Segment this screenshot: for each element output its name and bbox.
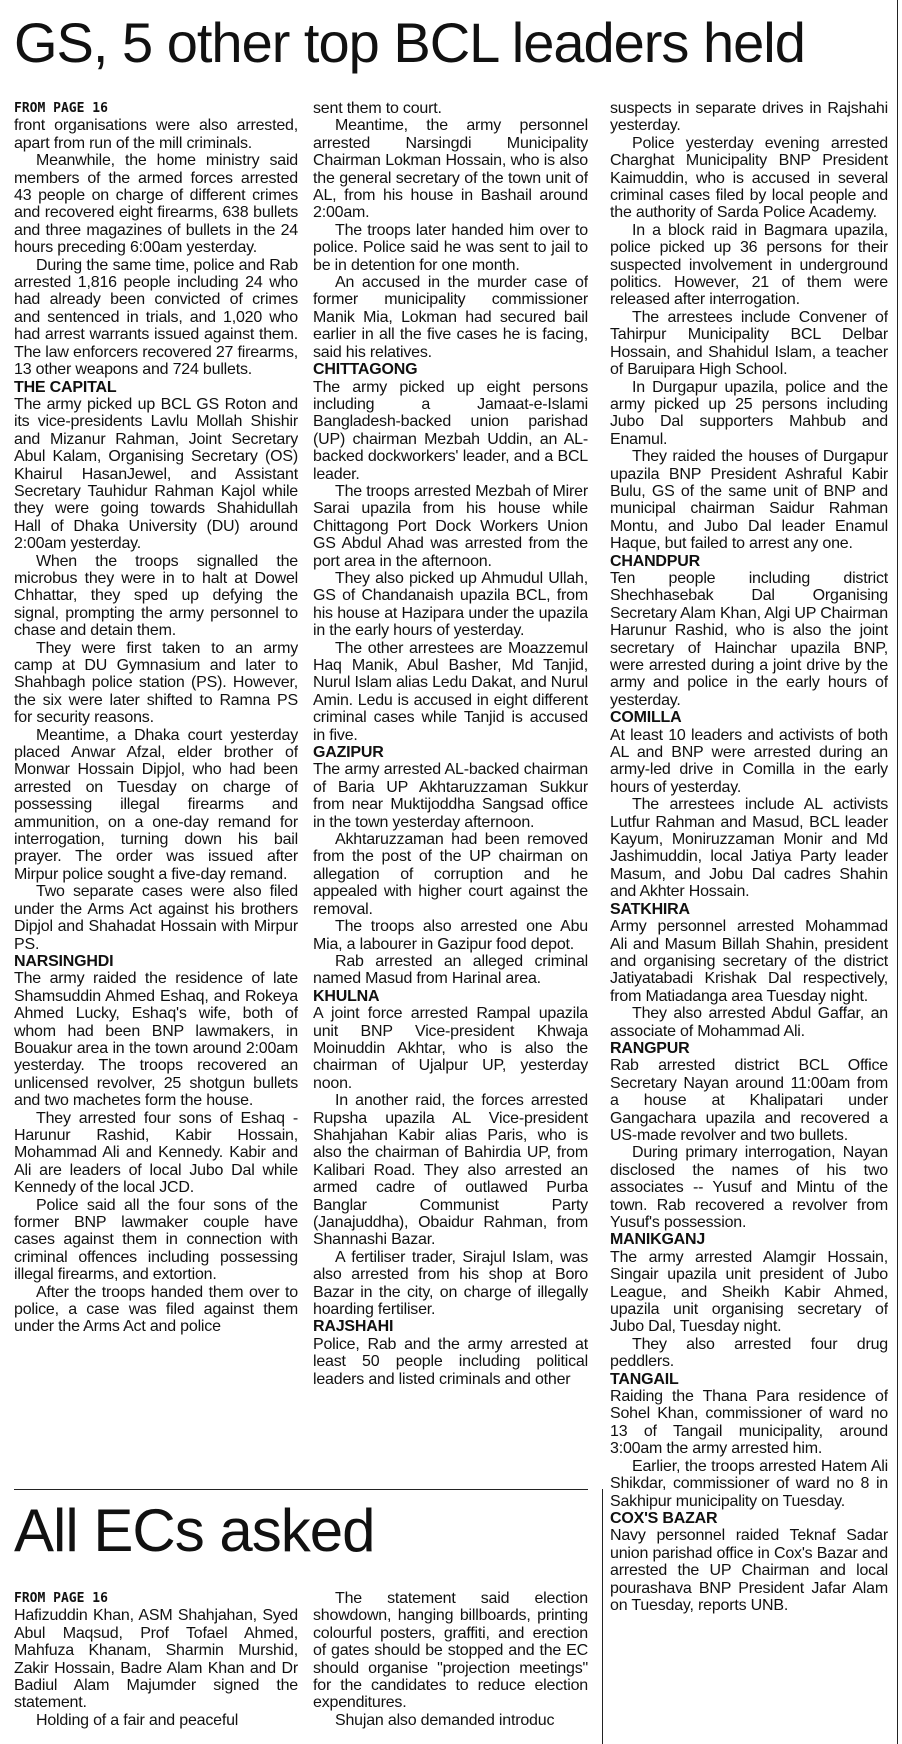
body-paragraph: Ten people including district Shechhasebak Dal Organising Secretary Alam Khan, Algi UP Chairman Harunur Rashid, who is also the joint secretary of Hainchar upazila BNP, were arrested during a joint drive by the army and police in the early hours of yesterday.	[610, 569, 888, 709]
body-paragraph: An accused in the murder case of former municipality commissioner Manik Mia, Lokman had secured bail earlier in all the five cases he is facing, said his relatives.	[313, 274, 588, 361]
body-paragraph: They arrested four sons of Eshaq - Harunur Rashid, Kabir Hossain, Mohammad Ali and Kennedy. Kabir and Ali are leaders of local Jubo Dal while Kennedy of the local JCD.	[14, 1109, 298, 1197]
body-paragraph: During the same time, police and Rab arrested 1,816 people including 24 who had already been convicted of crimes and sentenced in trials, and 1,020 who had arrest warrants issued against them. The law enforcers recovered 27 firearms, 13 other weapons and 724 bullets.	[14, 256, 298, 379]
section-heading: TANGAIL	[610, 1370, 679, 1388]
story1-column-2	[313, 100, 588, 1480]
section-heading: COX'S BAZAR	[610, 1509, 718, 1527]
body-paragraph: They also arrested Abdul Gaffar, an associate of Mohammad Ali.	[610, 1005, 888, 1040]
body-paragraph: They also arrested four drug peddlers.	[610, 1335, 888, 1371]
body-paragraph: Holding of a fair and peaceful	[36, 1711, 239, 1729]
body-paragraph: In Durgapur upazila, police and the army picked up 25 persons including Jubo Dal supporters Mahbub and Enamul.	[610, 378, 888, 448]
body-paragraph: Meanwhile, the home ministry said members of the armed forces arrested 43 people on charge of different crimes and recovered eight firearms, 638 bullets and three magazines of bullets in the 24 hours preceding 6:00am yesterday.	[14, 152, 298, 257]
section-heading: RANGPUR	[610, 1039, 690, 1057]
body-paragraph: Army personnel arrested Mohammad Ali and Masum Billah Shahin, president and organising secretary of the district Jatiyatabadi Krishak Dal respectively, from Matiadanga area Tuesday night.	[610, 918, 888, 1005]
body-paragraph: Akhtaruzzaman had been removed from the post of the UP chairman on allegation of corruption and he appealed with higher court against the removal.	[313, 831, 588, 918]
body-paragraph: After the troops handed them over to police, a case was filed against them under the Arms Act and police	[14, 1283, 298, 1336]
body-paragraph: The arrestees include Convener of Tahirpur Municipality BCL Delbar Hossain, and Shahidul Islam, a teacher of Baruipara High School.	[610, 308, 888, 379]
column-separator-rule	[602, 1489, 603, 1744]
body-paragraph: The troops arrested Mezbah of Mirer Sarai upazila from his house while Chittagong Port Dock Workers Union GS Abdul Ahad was arrested from the port area in the afternoon.	[313, 482, 588, 570]
body-paragraph: They were first taken to an army camp at DU Gymnasium and later to Shahbagh police station (PS). However, the six were later shifted to Ramna PS for security reasons.	[14, 639, 298, 727]
body-paragraph: Raiding the Thana Para residence of Sohel Khan, commissioner of ward no 13 of Tangail municipality, around 3:00am the army arrested him.	[610, 1388, 888, 1458]
body-paragraph: During primary interrogation, Nayan disclosed the names of his two associates -- Yusuf and Mintu of the town. Rab recovered a revolver from Yusuf's possession.	[610, 1144, 888, 1231]
body-paragraph: suspects in separate drives in Rajshahi yesterday.	[610, 100, 888, 135]
jump-line: FROM PAGE 16	[14, 101, 108, 116]
body-paragraph: The army arrested Alamgir Hossain, Singair upazila unit president of Jubo League, and Sheikh Kabir Ahmed, upazila unit organising secretary of Jubo Dal, Tuesday night.	[610, 1248, 888, 1336]
section-heading: CHANDPUR	[610, 552, 700, 570]
section-heading: RAJSHAHI	[313, 1318, 394, 1336]
right-border-rule	[897, 0, 898, 1744]
story-separator-rule	[14, 1489, 588, 1490]
body-paragraph: front organisations were also arrested, apart from run of the mill criminals.	[14, 117, 298, 152]
body-paragraph: Navy personnel raided Teknaf Sadar union parishad office in Cox's Bazar and arrested the UP Chairman and local pourashava BNP President Jafar Alam on Tuesday, reports UNB.	[610, 1527, 888, 1614]
body-paragraph: Police, Rab and the army arrested at least 50 people including political leaders and listed criminals and other	[313, 1335, 588, 1388]
body-paragraph: Earlier, the troops arrested Hatem Ali Shikdar, commissioner of ward no 8 in Sakhipur municipality on Tuesday.	[610, 1457, 888, 1510]
body-paragraph: A joint force arrested Rampal upazila unit BNP Vice-president Khwaja Moinuddin Akhtar, who is also the chairman of Ujalpur UP, yesterday noon.	[313, 1005, 588, 1092]
body-paragraph: In a block raid in Bagmara upazila, police picked up 36 persons for their suspected involvement in underground politics. However, 21 of them were released after interrogation.	[610, 221, 888, 309]
body-paragraph: A fertiliser trader, Sirajul Islam, was also arrested from his shop at Boro Bazar in the city, on charge of illegally hoarding fertiliser.	[313, 1248, 588, 1319]
body-paragraph: The troops also arrested one Abu Mia, a labourer in Gazipur food depot.	[313, 918, 588, 953]
section-heading: COMILLA	[610, 709, 682, 727]
body-paragraph: The statement said election showdown, hanging billboards, printing colourful posters, graffiti, and erection of gates should be stopped and the EC should organise "projection meetings" for the candidates to reduce election expenditures.	[313, 1590, 588, 1712]
story2-column-1	[14, 1590, 298, 1744]
section-heading: KHULNA	[313, 987, 380, 1005]
story2-headline: All ECs asked	[14, 1497, 375, 1564]
body-paragraph: Rab arrested an alleged criminal named Masud from Harinal area.	[313, 952, 588, 988]
story1-headline: GS, 5 other top BCL leaders held	[14, 11, 805, 74]
body-paragraph: Police yesterday evening arrested Charghat Municipality BNP President Kaimuddin, who is accused in several criminal cases filed by local people and the authority of Sarda Police Academy.	[610, 134, 888, 222]
section-heading: SATKHIRA	[610, 900, 690, 918]
body-paragraph: At least 10 leaders and activists of both AL and BNP were arrested during an army-led drive in Comilla in the early hours of yesterday.	[610, 726, 888, 796]
body-paragraph: They raided the houses of Durgapur upazila BNP President Ashraful Kabir Bulu, GS of the same unit of BNP and municipal chairman Saidur Rahman Montu, and Jubo Dal leader Enamul Haque, but failed to arrest any one.	[610, 448, 888, 553]
jump-line: FROM PAGE 16	[14, 1591, 108, 1606]
story2-column-2	[313, 1590, 588, 1744]
body-paragraph: Shujan also demanded introduc	[335, 1711, 555, 1729]
body-paragraph: They also picked up Ahmudul Ullah, GS of Chandanaish upazila BCL, from his house at Hazipara under the upazila in the early hours of yesterday.	[313, 569, 588, 640]
body-paragraph: The troops later handed him over to police. Police said he was sent to jail to be in detention for one month.	[313, 221, 588, 274]
section-heading: NARSINGHDI	[14, 952, 114, 970]
body-paragraph: The army picked up eight persons including a Jamaat-e-Islami Bangladesh-backed union parishad (UP) chairman Mezbah Uddin, an AL-backed dockworkers' leader, and a BCL leader.	[313, 378, 588, 483]
section-heading: GAZIPUR	[313, 744, 384, 762]
section-heading: THE CAPITAL	[14, 378, 117, 396]
body-paragraph: The army picked up BCL GS Roton and its vice-presidents Lavlu Mollah Shishir and Mizanur Rahman, Joint Secretary Abul Kalam, Organising Secretary (OS) Khairul HasanJewel, and Assistant Secretary Tauhidur Rahman Kajol while they were going towards Shahidullah Hall of Dhaka University (DU) around 2:00am yesterday.	[14, 395, 298, 553]
body-paragraph: The army raided the residence of late Shamsuddin Ahmed Eshaq, and Rokeya Ahmed Lucky, Eshaq's wife, both of whom had been BNP lawmakers, in Bouakur area in the town around 2:00am yesterday. The troops recovered an unlicensed revolver, 25 shotgun bullets and two machetes form the house.	[14, 970, 298, 1110]
body-paragraph: In another raid, the forces arrested Rupsha upazila AL Vice-president Shahjahan Kabir alias Paris, who is also the chairman of Bahirdia UP, from Kalibari Road. They also arrested an armed cadre of outlawed Purba Banglar Communist Party (Janajuddha), Obaidur Rahman, from Shannashi Bazar.	[313, 1092, 588, 1249]
story1-column-1	[14, 100, 298, 1480]
body-paragraph: Police said all the four sons of the former BNP lawmaker couple have cases against them in connection with criminal offences including possessing illegal firearms, and extortion.	[14, 1196, 298, 1284]
body-paragraph: sent them to court.	[313, 100, 442, 117]
body-paragraph: Two separate cases were also filed under the Arms Act against his brothers Dipjol and Shahadat Hossain with Mirpur PS.	[14, 883, 298, 953]
body-paragraph: The arrestees include AL activists Lutfur Rahman and Masud, BCL leader Kayum, Moniruzzaman Monir and Md Jashimuddin, local Jatiya Party leader Masum, and Jobu Dal cadres Shahin and Akhter Hossain.	[610, 796, 888, 901]
body-paragraph: Meantime, a Dhaka court yesterday placed Anwar Afzal, elder brother of Monwar Hossain Dipjol, who had been arrested on Tuesday on charge of possessing illegal firearms and ammunition, on a one-day remand for interrogation, turning down his bail prayer. The order was issued after Mirpur police sought a five-day remand.	[14, 726, 298, 883]
story1-column-3	[610, 100, 888, 1744]
section-heading: MANIKGANJ	[610, 1231, 706, 1249]
section-heading: CHITTAGONG	[313, 361, 418, 379]
body-paragraph: Meantime, the army personnel arrested Narsingdi Municipality Chairman Lokman Hossain, who is also the general secretary of the town unit of AL, from his house in Bashail around 2:00am.	[313, 117, 588, 222]
body-paragraph: When the troops signalled the microbus they were in to halt at Dowel Chhattar, they sped up defying the signal, prompting the army personnel to chase and detain them.	[14, 552, 298, 640]
body-paragraph: Hafizuddin Khan, ASM Shahjahan, Syed Abul Maqsud, Prof Tofael Ahmed, Mahfuza Khanam, Sharmin Murshid, Zakir Hossain, Badre Alam Khan and Dr Badiul Alam Majumder signed the statement.	[14, 1607, 298, 1712]
body-paragraph: The army arrested AL-backed chairman of Baria UP Akhtaruzzaman Sukkur from near Muktijoddha Sangsad office in the town yesterday afternoon.	[313, 761, 588, 831]
body-paragraph: Rab arrested district BCL Office Secretary Nayan around 11:00am from a house at Khalipatari under Gangachara upazila and recovered a US-made revolver and two bullets.	[610, 1057, 888, 1144]
body-paragraph: The other arrestees are Moazzemul Haq Manik, Abul Basher, Md Tanjid, Nurul Islam alias Ledu Dakat, and Nurul Amin. Ledu is accused in eight different criminal cases while Tanjid is accused in five.	[313, 639, 588, 744]
